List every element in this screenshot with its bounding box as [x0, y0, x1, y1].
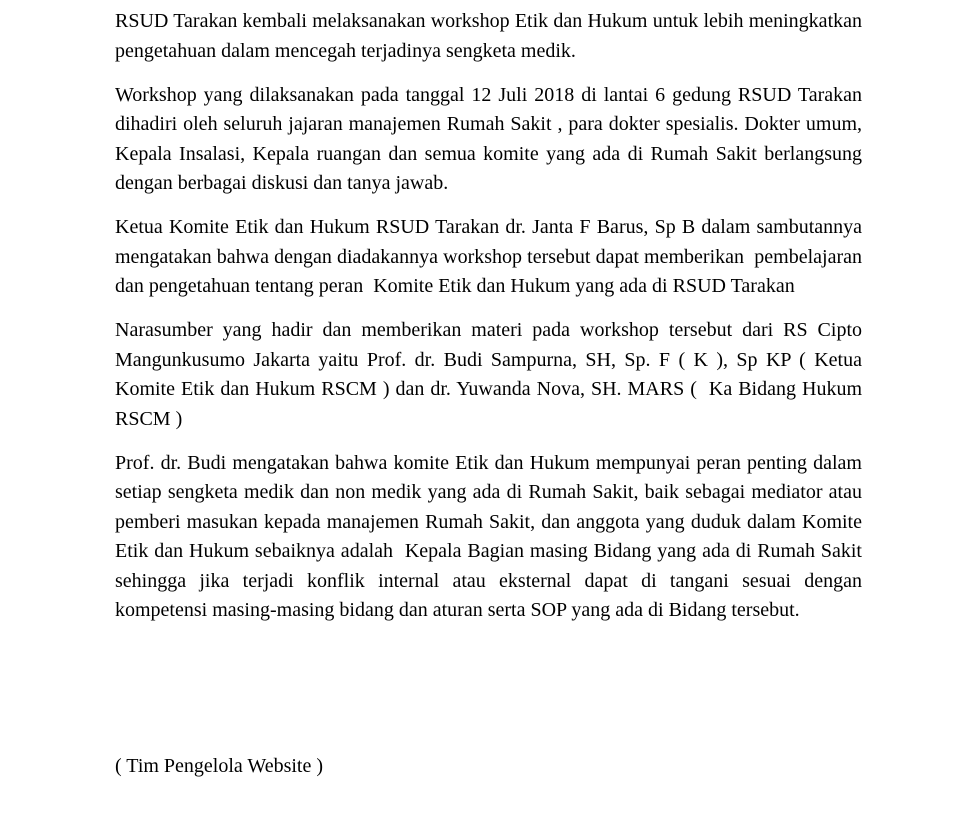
paragraph-speakers: Narasumber yang hadir dan memberikan materi pada workshop tersebut dari RS Cipto Mangunkusumo Jakarta yaitu Prof. dr. Budi Sampurna, SH, Sp. F ( K ), Sp KP ( Ketua Komite Etik dan Hukum RSCM ) dan dr. Yuwanda Nova, SH. MARS ( Ka Bidang Hukum RSCM ) — [115, 319, 867, 430]
paragraph-committee-chair: Ketua Komite Etik dan Hukum RSUD Tarakan dr. Janta F Barus, Sp B dalam sambutannya mengatakan bahwa dengan diadakannya workshop tersebut dapat memberikan pembelajaran dan pengetahuan tentang peran Komite Etik dan Hukum yang ada di RSUD Tarakan — [115, 216, 867, 297]
article-body — [115, 7, 867, 777]
paragraph-intro: RSUD Tarakan kembali melaksanakan workshop Etik dan Hukum untuk lebih meningkatkan pengetahuan dalam mencegah terjadinya sengketa medik. — [115, 10, 867, 62]
paragraph-speaker-remarks: Prof. dr. Budi mengatakan bahwa komite Etik dan Hukum mempunyai peran penting dalam setiap sengketa medik dan non medik yang ada di Rumah Sakit, baik sebagai mediator atau pemberi masukan kepada manajemen Rumah Sakit, dan anggota yang duduk dalam Komite Etik dan Hukum sebaiknya adalah Kepala Bagian masing Bidang yang ada di Rumah Sakit sehingga jika terjadi konflik internal atau eksternal dapat di tangani sesuai dengan kompetensi masing-masing bidang dan aturan serta SOP yang ada di Bidang tersebut. — [115, 451, 867, 621]
paragraph-workshop-details: Workshop yang dilaksanakan pada tanggal 12 Juli 2018 di lantai 6 gedung RSUD Tarakan dihadiri oleh seluruh jajaran manajemen Rumah Sakit , para dokter spesialis. Dokter umum, Kepala Insalasi, Kepala ruangan dan semua komite yang ada di Rumah Sakit berlangsung dengan berbagai diskusi dan tanya jawab. — [115, 83, 867, 194]
author-signature: ( Tim Pengelola Website ) — [115, 755, 324, 777]
